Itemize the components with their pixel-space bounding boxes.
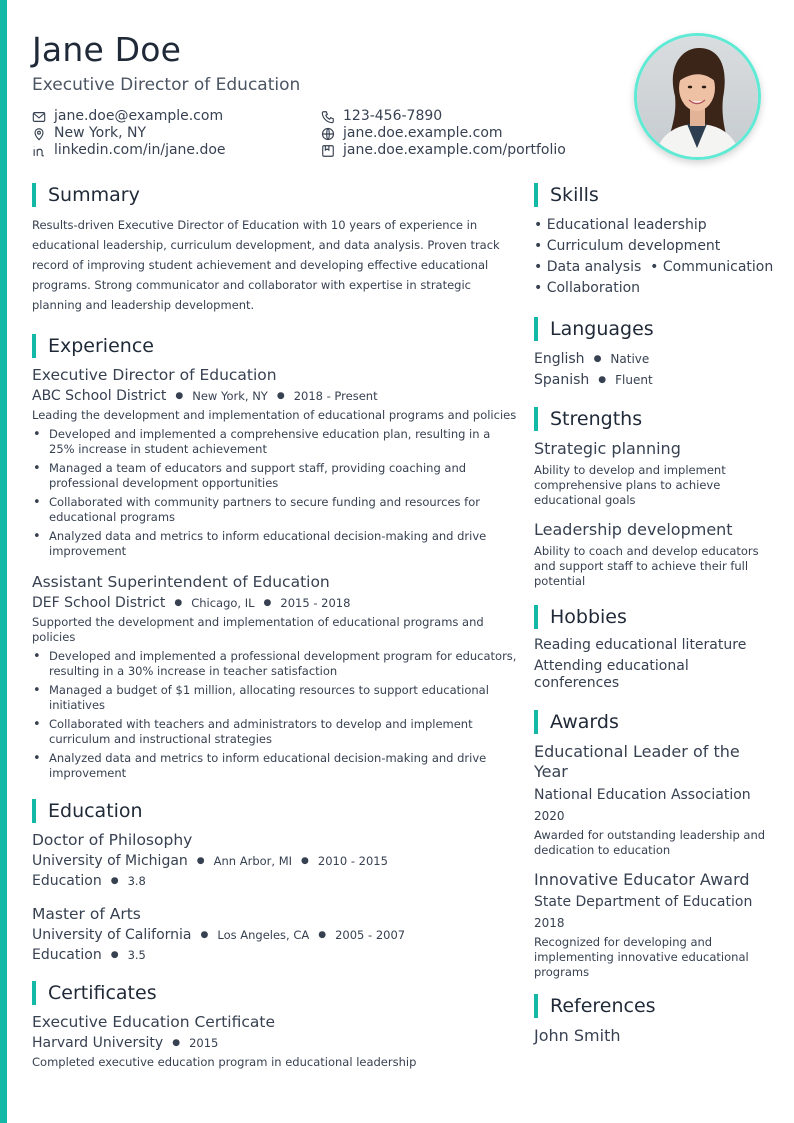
- summary-heading: [32, 183, 517, 207]
- job-dates: 2018 - Present: [293, 389, 378, 403]
- skill-row: • Collaboration: [534, 280, 641, 296]
- certificates-heading-text: Certificates: [48, 982, 157, 1004]
- language-row: [534, 349, 774, 370]
- separator-dot: ●: [200, 930, 209, 940]
- award-org: State Department of Education: [534, 894, 753, 910]
- section-accent-bar: [534, 605, 538, 629]
- experience-section: [32, 334, 517, 781]
- award-entry: [534, 742, 774, 858]
- job-bullet: • Collaborated with community partners to secure funding and resources for educational programs: [32, 495, 517, 525]
- degree-name: Master of Arts: [32, 905, 141, 923]
- certificate-description: Completed executive education program in educational leadership: [32, 1055, 417, 1069]
- strength-title: Leadership development: [534, 520, 733, 539]
- languages-heading: [534, 317, 774, 341]
- section-accent-bar: [32, 981, 36, 1005]
- separator-dot: ●: [263, 598, 272, 608]
- linkedin-text: linkedin.com/in/jane.doe: [54, 142, 226, 158]
- phone-text: 123-456-7890: [343, 108, 443, 124]
- right-column: [534, 183, 774, 1045]
- award-title: Innovative Educator Award: [534, 870, 750, 889]
- skill-row: • Educational leadership: [534, 217, 707, 233]
- education-gpa: 3.8: [127, 874, 146, 888]
- linkedin-icon: [32, 144, 46, 158]
- experience-heading-text: Experience: [48, 335, 154, 357]
- award-org: National Education Association: [534, 787, 751, 803]
- section-accent-bar: [32, 183, 36, 207]
- separator-dot: ●: [196, 856, 205, 866]
- job-bullets: [32, 427, 517, 559]
- job-role: Executive Director of Education: [32, 366, 277, 384]
- education-entry: [32, 905, 517, 963]
- skill-item: Data analysis: [546, 259, 642, 275]
- hobbies-section: [534, 605, 774, 692]
- portfolio-icon: [321, 144, 335, 158]
- strengths-section: [534, 407, 774, 589]
- certificates-section: [32, 981, 517, 1070]
- job-company: DEF School District: [32, 595, 166, 611]
- skills-section: [534, 183, 774, 299]
- experience-heading: [32, 334, 517, 358]
- strength-entry: [534, 439, 774, 508]
- job-bullet: • Managed a team of educators and support staff, providing coaching and professional development opportunities: [32, 461, 517, 491]
- certificate-issuer: Harvard University: [32, 1035, 164, 1051]
- reference-name: John Smith: [534, 1026, 621, 1045]
- education-field: Education: [32, 873, 102, 889]
- skill-item: Collaboration: [546, 280, 641, 296]
- contact-website[interactable]: [321, 125, 566, 142]
- education-field-row: [32, 947, 517, 963]
- education-dates: 2010 - 2015: [317, 854, 388, 868]
- profile-photo: [634, 33, 761, 160]
- skill-row: • Curriculum development: [534, 238, 721, 254]
- references-section: [534, 994, 774, 1045]
- education-field: Education: [32, 947, 102, 963]
- school-location: Ann Arbor, MI: [213, 854, 293, 868]
- separator-dot: ●: [174, 598, 183, 608]
- award-year: 2020: [534, 809, 565, 823]
- hobby-item: Reading educational literature: [534, 637, 747, 653]
- job-location: New York, NY: [192, 389, 268, 403]
- mail-icon: [32, 110, 46, 124]
- strength-title: Strategic planning: [534, 439, 681, 458]
- certificate-year: 2015: [189, 1036, 219, 1050]
- contact-location: [32, 125, 226, 142]
- job-description: Supported the development and implementation of educational programs and policies: [32, 615, 484, 644]
- education-meta: [32, 927, 517, 943]
- certificate-entry: [32, 1013, 517, 1070]
- language-row: [534, 370, 774, 391]
- separator-dot: ●: [175, 391, 184, 401]
- skill-item: Curriculum development: [546, 238, 721, 254]
- portrait-image: [637, 36, 758, 157]
- skills-heading-text: Skills: [550, 184, 599, 206]
- certificates-heading: [32, 981, 517, 1005]
- separator-dot: ●: [172, 1038, 181, 1048]
- job-description: Leading the development and implementation of educational programs and policies: [32, 408, 517, 422]
- language-name: Spanish: [534, 372, 590, 388]
- skill-row: • Data analysis • Communication: [534, 259, 774, 275]
- references-heading: [534, 994, 774, 1018]
- contact-email[interactable]: [32, 108, 226, 125]
- skill-item: Communication: [662, 259, 774, 275]
- education-entry: [32, 831, 517, 889]
- strength-entry: [534, 520, 774, 589]
- job-meta: [32, 388, 517, 404]
- strength-description: Ability to coach and develop educators and support staff to achieve their full potential: [534, 544, 759, 588]
- location-icon: [32, 127, 46, 141]
- award-title: Educational Leader of the Year: [534, 742, 740, 781]
- job-dates: 2015 - 2018: [280, 596, 351, 610]
- website-text: jane.doe.example.com: [343, 125, 503, 141]
- summary-section: [32, 183, 517, 315]
- section-accent-bar: [32, 334, 36, 358]
- languages-section: [534, 317, 774, 391]
- certificate-meta: [32, 1035, 517, 1051]
- awards-heading-text: Awards: [550, 711, 619, 733]
- award-year: 2018: [534, 916, 565, 930]
- award-entry: [534, 870, 774, 980]
- job-meta: [32, 595, 517, 611]
- job-entry: [32, 573, 517, 781]
- contact-portfolio[interactable]: [321, 142, 566, 159]
- job-bullet: • Analyzed data and metrics to inform educational decision-making and drive improvement: [32, 529, 517, 559]
- contact-linkedin[interactable]: [32, 142, 226, 159]
- contact-list-right: [321, 108, 566, 159]
- contact-phone[interactable]: [321, 108, 566, 125]
- email-text: jane.doe@example.com: [54, 108, 224, 124]
- accent-bar: [0, 0, 7, 1123]
- language-level: Native: [610, 352, 650, 366]
- awards-heading: [534, 710, 774, 734]
- school-name: University of California: [32, 927, 192, 943]
- summary-text: Results-driven Executive Director of Education with 10 years of experience in educational leadership, curriculum development, and data analysis. Proven track record of improving student achievement and developing effective educational programs. Strong communicator and collaborator with expertise in strategic planning and leadership development.: [32, 218, 500, 312]
- language-name: English: [534, 351, 585, 367]
- references-heading-text: References: [550, 995, 656, 1017]
- phone-icon: [321, 110, 335, 124]
- separator-dot: ●: [110, 876, 119, 886]
- certificate-name: Executive Education Certificate: [32, 1013, 275, 1031]
- job-bullet: • Developed and implemented a comprehensive education plan, resulting in a 25% increase in student achievement: [32, 427, 517, 457]
- education-section: [32, 799, 517, 963]
- job-bullet: • Developed and implemented a professional development program for educators, resulting in a 30% increase in teacher satisfaction: [32, 649, 517, 679]
- separator-dot: ●: [318, 930, 327, 940]
- section-accent-bar: [534, 407, 538, 431]
- education-field-row: [32, 873, 517, 889]
- strengths-heading-text: Strengths: [550, 408, 643, 430]
- strengths-heading: [534, 407, 774, 431]
- summary-heading-text: Summary: [48, 184, 140, 206]
- job-role: Assistant Superintendent of Education: [32, 573, 330, 591]
- skills-heading: [534, 183, 774, 207]
- section-accent-bar: [32, 799, 36, 823]
- degree-name: Doctor of Philosophy: [32, 831, 193, 849]
- language-level: Fluent: [615, 373, 653, 387]
- portfolio-text: jane.doe.example.com/portfolio: [343, 142, 566, 158]
- separator-dot: ●: [301, 856, 309, 866]
- separator-dot: ●: [593, 354, 602, 364]
- education-meta: [32, 853, 517, 869]
- left-column: [32, 183, 517, 1070]
- job-bullet: • Analyzed data and metrics to inform educational decision-making and drive improvement: [32, 751, 517, 781]
- job-location: Chicago, IL: [191, 596, 255, 610]
- school-location: Los Angeles, CA: [217, 928, 310, 942]
- separator-dot: ●: [276, 391, 285, 401]
- education-gpa: 3.5: [127, 948, 146, 962]
- education-heading: [32, 799, 517, 823]
- education-heading-text: Education: [48, 800, 143, 822]
- school-name: University of Michigan: [32, 853, 188, 869]
- award-description: Awarded for outstanding leadership and dedication to education: [534, 828, 766, 857]
- section-accent-bar: [534, 317, 538, 341]
- candidate-title: Executive Director of Education: [32, 75, 301, 95]
- hobbies-heading: [534, 605, 774, 629]
- section-accent-bar: [534, 710, 538, 734]
- section-accent-bar: [534, 994, 538, 1018]
- globe-icon: [321, 127, 335, 141]
- candidate-name: Jane Doe: [32, 30, 182, 69]
- hobbies-heading-text: Hobbies: [550, 606, 627, 628]
- awards-section: [534, 710, 774, 980]
- education-dates: 2005 - 2007: [335, 928, 406, 942]
- hobby-item: Attending educational conferences: [534, 658, 689, 691]
- job-bullet: • Managed a budget of $1 million, allocating resources to support educational initiatives: [32, 683, 517, 713]
- separator-dot: ●: [110, 950, 119, 960]
- job-bullet: • Collaborated with teachers and administrators to develop and implement curriculum and instructional strategies: [32, 717, 517, 747]
- section-accent-bar: [534, 183, 538, 207]
- location-text: New York, NY: [54, 125, 147, 141]
- job-entry: [32, 366, 517, 559]
- award-description: Recognized for developing and implementing innovative educational programs: [534, 935, 749, 979]
- skill-item: Educational leadership: [546, 217, 707, 233]
- strength-description: Ability to develop and implement comprehensive plans to achieve educational goals: [534, 463, 726, 507]
- separator-dot: ●: [598, 375, 607, 385]
- languages-heading-text: Languages: [550, 318, 654, 340]
- job-bullets: [32, 649, 517, 781]
- job-company: ABC School District: [32, 388, 167, 404]
- contact-list-left: [32, 108, 226, 159]
